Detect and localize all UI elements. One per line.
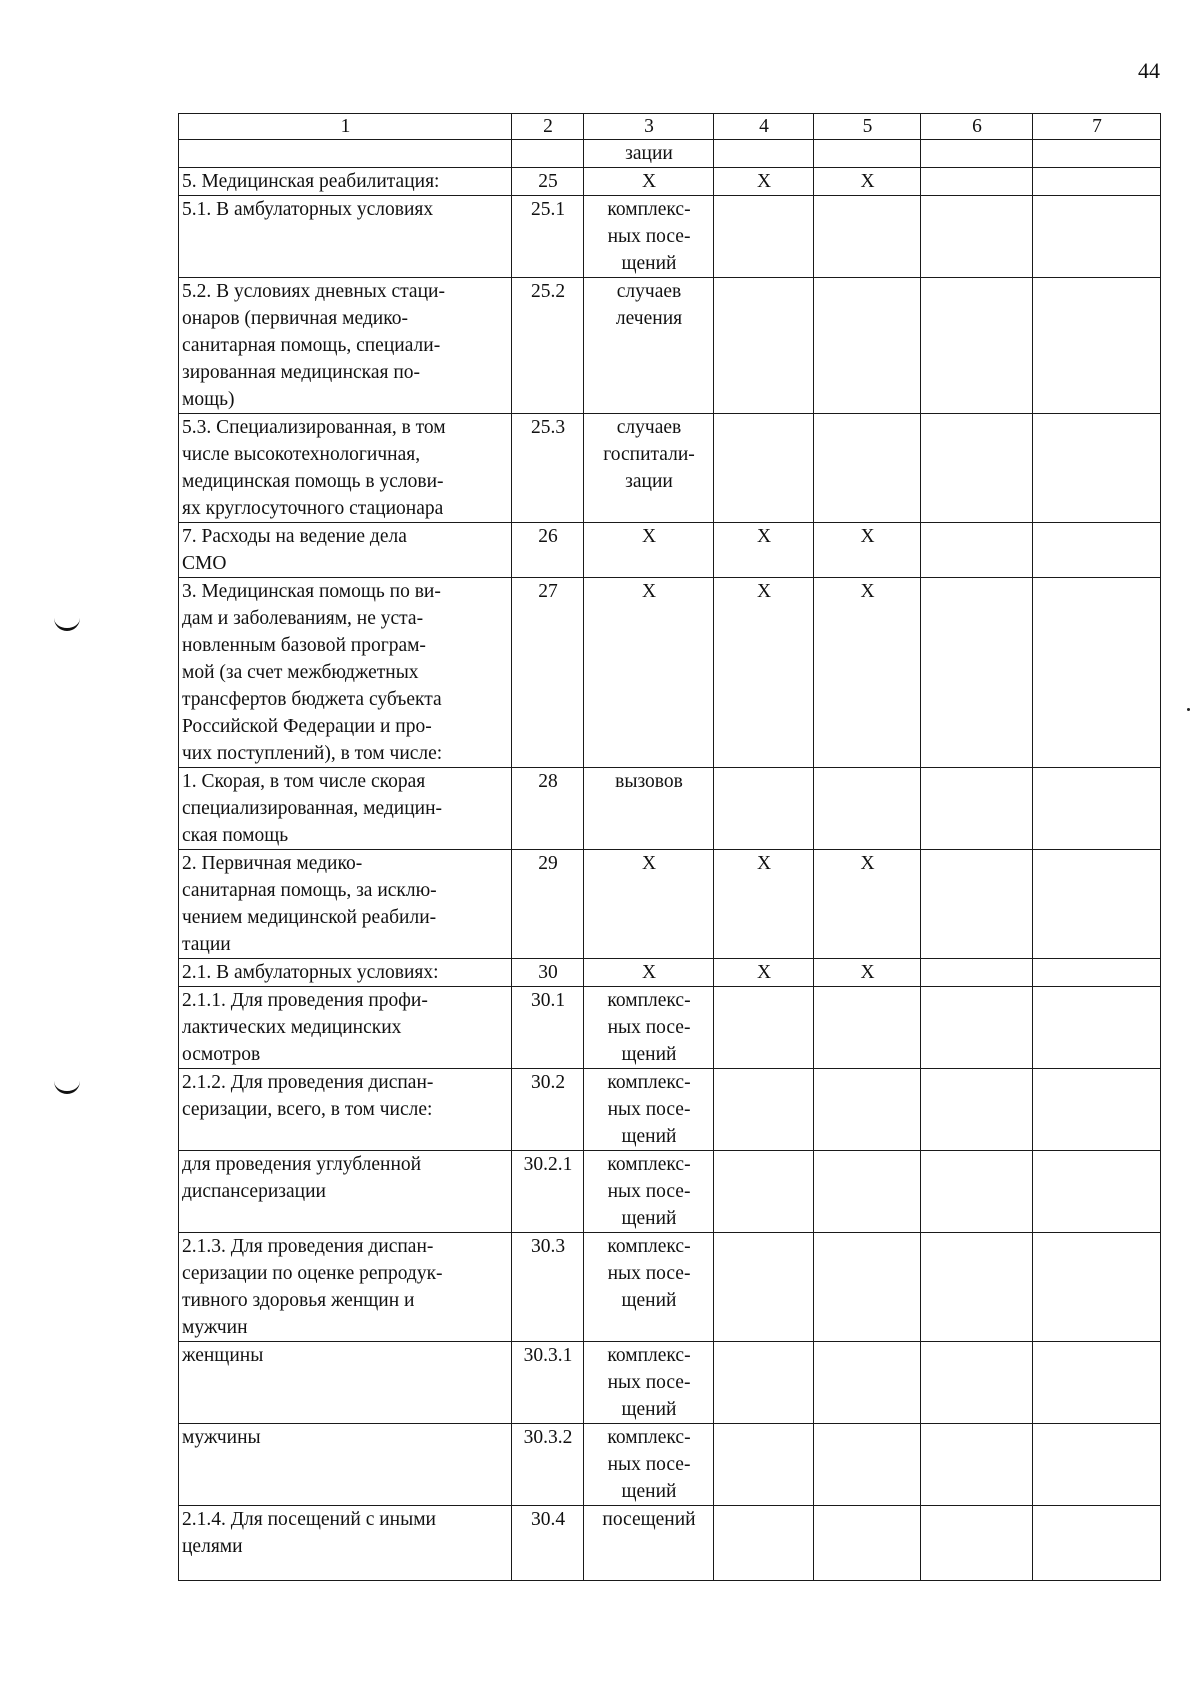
cell-text: 25 [538,171,558,192]
row-unit-cell [584,578,714,768]
row-col5-cell [814,987,921,1069]
cell-text: 30.2.1 [523,1154,573,1175]
cell-text: 29 [538,853,558,874]
table-row [179,850,1161,959]
row-col5-cell [814,168,921,196]
row-col6-cell [921,1151,1033,1233]
cell-text: 27 [538,581,558,602]
row-col4-cell [714,140,814,168]
row-col4-cell [714,768,814,850]
row-unit-cell [584,1151,714,1233]
row-col5-cell [814,523,921,578]
cell-text: 25.2 [530,281,566,302]
row-col6-cell [921,1342,1033,1424]
row-col4-cell [714,414,814,523]
cell-text: Х [860,853,875,874]
cell-text: 30.2 [530,1072,566,1093]
row-col7-cell [1033,278,1161,414]
table-row [179,959,1161,987]
row-col7-cell [1033,1342,1161,1424]
row-col4-cell [714,578,814,768]
cell-text: Х [641,526,657,547]
row-col7-cell [1033,959,1161,987]
row-code-cell [512,1342,584,1424]
row-col4-cell [714,1342,814,1424]
cell-text: Х [860,581,875,602]
row-name-cell [179,523,512,578]
row-col5-cell [814,196,921,278]
row-col4-cell [714,1233,814,1342]
cell-text: 7. Расходы на ведение дела СМО [182,526,407,574]
row-name-cell [179,959,512,987]
row-name-cell [179,987,512,1069]
row-unit-cell [584,850,714,959]
cell-text: 2.1.4. Для посещений с иными целями [182,1509,436,1557]
cell-text: 30.3.1 [523,1345,573,1366]
cell-text: Х [641,171,657,192]
cell-text: 2.1.1. Для проведения профи- лактических медицинских осмотров [182,990,428,1065]
row-col4-cell [714,850,814,959]
row-col6-cell [921,959,1033,987]
row-code-cell [512,1424,584,1506]
row-code-cell [512,1233,584,1342]
cell-text: комплекс- ных посе- щений [607,1072,691,1147]
column-header: 2 [512,114,584,140]
table-row [179,1069,1161,1151]
row-col7-cell [1033,414,1161,523]
row-col4-cell [714,1424,814,1506]
table-row [179,1424,1161,1506]
page-number: 44 [1138,58,1160,83]
row-col6-cell [921,414,1033,523]
row-name-cell [179,1342,512,1424]
cell-text: 30 [538,962,558,983]
row-col4-cell [714,278,814,414]
row-code-cell [512,278,584,414]
cell-text: Х [756,853,772,874]
row-col5-cell [814,1233,921,1342]
cell-text: 5.2. В условиях дневных стаци- онаров (первичная медико- санитарная помощь, специали- зированная медицинская по- мощь) [182,281,445,410]
table-row [179,140,1161,168]
column-header: 4 [714,114,814,140]
row-col7-cell [1033,1424,1161,1506]
row-code-cell [512,959,584,987]
row-col7-cell [1033,1506,1161,1581]
row-code-cell [512,523,584,578]
table-row [179,1342,1161,1424]
row-col6-cell [921,578,1033,768]
row-col5-cell [814,1506,921,1581]
row-col6-cell [921,768,1033,850]
cell-text: 2.1.3. Для проведения диспан- серизации по оценке репродук- тивного здоровья женщин и мужчин [182,1236,443,1338]
cell-text: зации [625,143,673,164]
table-row [179,578,1161,768]
row-unit-cell [584,414,714,523]
row-col5-cell [814,140,921,168]
cell-text: Х [860,171,875,192]
row-name-cell [179,1506,512,1581]
table-row [179,987,1161,1069]
cell-text: Х [860,962,875,983]
table-row [179,1233,1161,1342]
cell-text: Х [641,853,657,874]
row-col4-cell [714,959,814,987]
table-row [179,168,1161,196]
row-name-cell [179,168,512,196]
table-row [179,278,1161,414]
row-col4-cell [714,523,814,578]
row-code-cell [512,1151,584,1233]
scan-dot [1187,708,1190,711]
cell-text: Х [641,962,657,983]
row-col6-cell [921,196,1033,278]
row-unit-cell [584,1506,714,1581]
cell-text: комплекс- ных посе- щений [607,1236,691,1311]
cell-text: 1. Скорая, в том числе скорая специализированная, медицин- ская помощь [182,771,442,846]
row-col6-cell [921,1233,1033,1342]
cell-text: 28 [538,771,558,792]
row-col7-cell [1033,1069,1161,1151]
row-col7-cell [1033,1151,1161,1233]
row-code-cell [512,987,584,1069]
cell-text: 25.3 [530,417,566,438]
row-unit-cell [584,1342,714,1424]
row-name-cell [179,278,512,414]
column-header: 5 [814,114,921,140]
row-col4-cell [714,1506,814,1581]
row-name-cell [179,1151,512,1233]
row-name-cell [179,768,512,850]
cell-text: 5.3. Специализированная, в том числе высокотехнологичная, медицинская помощь в услови- ях круглосуточного стационара [182,417,446,519]
row-code-cell [512,1506,584,1581]
table-row [179,523,1161,578]
cell-text: вызовов [615,771,683,792]
row-col6-cell [921,850,1033,959]
row-col5-cell [814,850,921,959]
row-col6-cell [921,140,1033,168]
row-col4-cell [714,168,814,196]
row-col7-cell [1033,578,1161,768]
cell-text: случаев лечения [615,281,683,329]
table-row [179,1151,1161,1233]
row-code-cell [512,768,584,850]
data-table [178,113,1161,1581]
cell-text: 5.1. В амбулаторных условиях [182,199,434,220]
row-unit-cell [584,196,714,278]
row-code-cell [512,578,584,768]
row-unit-cell [584,959,714,987]
row-col4-cell [714,987,814,1069]
cell-text: Х [860,526,875,547]
table-row [179,414,1161,523]
row-name-cell [179,850,512,959]
cell-text: комплекс- ных посе- щений [607,199,691,274]
cell-text: Х [756,526,772,547]
row-col5-cell [814,959,921,987]
row-col5-cell [814,1151,921,1233]
table-row [179,196,1161,278]
row-unit-cell [584,1424,714,1506]
column-header: 6 [921,114,1033,140]
row-col5-cell [814,1424,921,1506]
row-code-cell [512,414,584,523]
row-col6-cell [921,523,1033,578]
row-name-cell [179,1069,512,1151]
row-col7-cell [1033,850,1161,959]
row-name-cell [179,1233,512,1342]
row-col7-cell [1033,768,1161,850]
row-code-cell [512,196,584,278]
cell-text: случаев госпитали- зации [603,417,695,492]
row-code-cell [512,140,584,168]
row-name-cell [179,140,512,168]
cell-text: 30.3 [530,1236,566,1257]
cell-text: 30.1 [530,990,566,1011]
table-row [179,1506,1161,1581]
row-col6-cell [921,1424,1033,1506]
row-unit-cell [584,768,714,850]
row-name-cell [179,414,512,523]
cell-text: комплекс- ных посе- щений [607,990,691,1065]
row-unit-cell [584,1233,714,1342]
cell-text: 3. Медицинская помощь по ви- дам и заболеваниям, не уста- новленным базовой програм- мой (за счет межбюджетных трансфертов бюджета субъекта Российской Федерации и про- чих поступлений), в том числе: [182,581,443,764]
cell-text: для проведения углубленной диспансеризации [182,1154,422,1202]
row-code-cell [512,1069,584,1151]
cell-text: 2.1.2. Для проведения диспан- серизации, всего, в том числе: [182,1072,434,1120]
cell-text: комплекс- ных посе- щений [607,1345,691,1420]
row-col6-cell [921,1069,1033,1151]
row-col7-cell [1033,196,1161,278]
row-col5-cell [814,768,921,850]
row-unit-cell [584,140,714,168]
row-col4-cell [714,1069,814,1151]
cell-text: Х [756,581,772,602]
cell-text: 2.1. В амбулаторных условиях: [182,962,439,983]
column-header: 7 [1033,114,1161,140]
table-header-row [179,114,1161,140]
row-unit-cell [584,1069,714,1151]
row-code-cell [512,850,584,959]
row-col5-cell [814,1069,921,1151]
row-col6-cell [921,987,1033,1069]
table-row [179,768,1161,850]
cell-text: 25.1 [530,199,566,220]
cell-text: Х [756,171,772,192]
row-col7-cell [1033,987,1161,1069]
row-unit-cell [584,168,714,196]
row-col7-cell [1033,523,1161,578]
cell-text: 5. Медицинская реабилитация: [182,171,440,192]
row-col5-cell [814,1342,921,1424]
row-unit-cell [584,278,714,414]
scan-margin-mark [54,1079,80,1094]
cell-text: 26 [538,526,558,547]
cell-text: посещений [602,1509,696,1530]
cell-text: 30.4 [530,1509,566,1530]
column-header: 1 [179,114,512,140]
row-col7-cell [1033,140,1161,168]
row-col7-cell [1033,168,1161,196]
column-header: 3 [584,114,714,140]
cell-text: Х [756,962,772,983]
cell-text: 30.3.2 [523,1427,573,1448]
row-col5-cell [814,414,921,523]
row-name-cell [179,196,512,278]
cell-text: женщины [182,1345,264,1366]
row-col5-cell [814,578,921,768]
row-col6-cell [921,1506,1033,1581]
cell-text: комплекс- ных посе- щений [607,1427,691,1502]
row-unit-cell [584,523,714,578]
row-col5-cell [814,278,921,414]
row-code-cell [512,168,584,196]
row-col4-cell [714,1151,814,1233]
cell-text: мужчины [182,1427,261,1448]
row-name-cell [179,578,512,768]
row-col7-cell [1033,1233,1161,1342]
row-col6-cell [921,278,1033,414]
cell-text: Х [641,581,657,602]
row-col4-cell [714,196,814,278]
row-unit-cell [584,987,714,1069]
cell-text: комплекс- ных посе- щений [607,1154,691,1229]
scan-margin-mark [54,616,80,631]
row-name-cell [179,1424,512,1506]
row-col6-cell [921,168,1033,196]
cell-text: 2. Первичная медико- санитарная помощь, за исклю- чением медицинской реабили- тации [182,853,437,955]
